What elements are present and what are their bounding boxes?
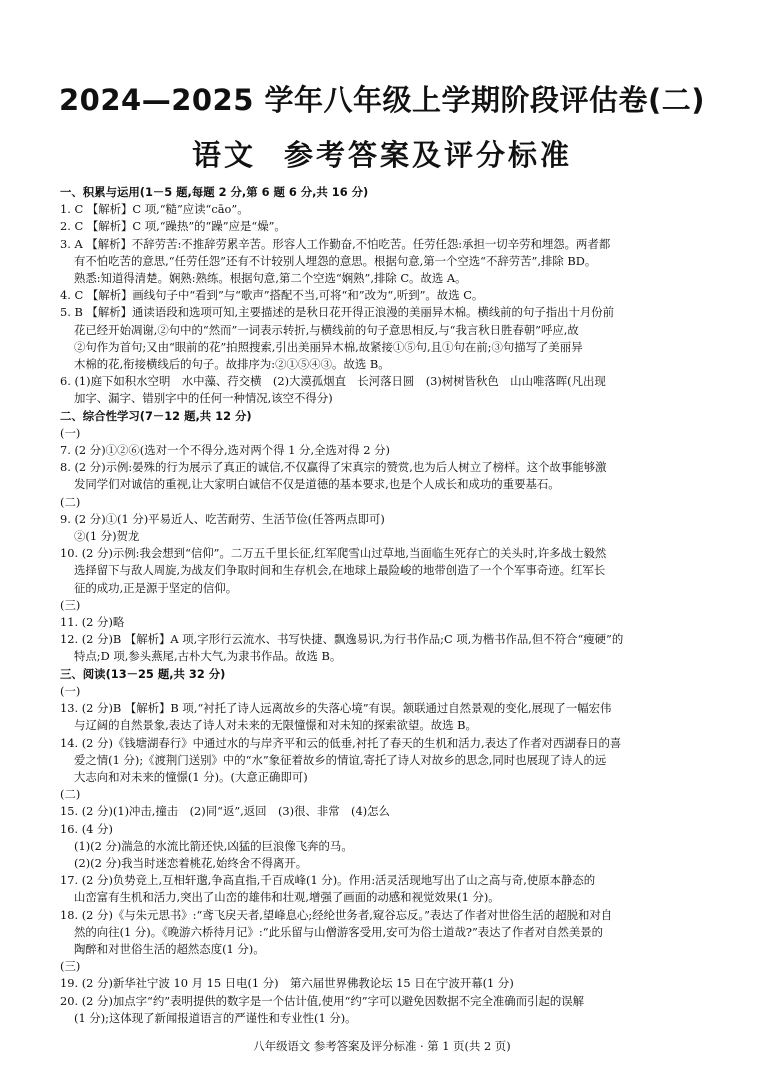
subtitle-label: 参考答案及评分标准 [284,138,573,172]
section-heading: 一、积累与运用(1－5 题,每题 2 分,第 6 题 6 分,共 16 分) [60,185,369,199]
answer-line: (一) [60,425,81,440]
subject-label: 语文 [191,138,256,172]
document-title: 2024—2025 学年八年级上学期阶段评估卷(二) [58,83,706,117]
answer-line: 然的向往(1 分)。《晚游六桥待月记》:“此乐留与山僧游客受用,安可为俗士道哉?”表达了作者对自然美景的 [74,924,604,939]
answer-line: 3. A 【解析】不辞劳苦:不推辞劳累辛苦。形容人工作勤奋,不怕吃苦。任劳任怨:承担一切辛劳和埋怨。两者都 [60,236,611,251]
answer-line: 7. (2 分)①②⑥(选对一个不得分,选对两个得 1 分,全选对得 2 分) [60,443,390,458]
answer-line: 10. (2 分)示例:我会想到“信仰”。二万五千里长征,红军爬雪山过草地,当面临生死存亡的关头时,许多战士毅然 [60,546,607,561]
answer-line: 9. (2 分)①(1 分)平易近人、吃苦耐劳、生活节俭(任答两点即可) [60,511,385,526]
page-footer: 八年级语文 参考答案及评分标准 · 第 1 页(共 2 页) [253,1039,511,1053]
answer-line: 17. (2 分)负势竞上,互相轩邈,争高直指,千百成峰(1 分)。作用:活灵活现地写出了山之高与奇,使原本静态的 [60,873,596,888]
answer-line: 4. C 【解析】画线句子中“看到”与“歌声”搭配不当,可将“和”改为“,听到”。故选 C。 [60,288,484,303]
section-heading: 二、综合性学习(7－12 题,共 12 分) [60,408,252,423]
answer-line: 征的成功,正是源于坚定的信仰。 [74,580,238,595]
answer-line: 11. (2 分)略 [60,615,125,630]
answer-line: (1)(2 分)湍急的水流比箭还快,凶猛的巨浪像飞奔的马。 [74,838,353,853]
answer-line: (三) [60,597,81,612]
answer-line: 15. (2 分)(1)冲击,撞击 (2)同“返”,返回 (3)很、非常 (4)怎么 [60,804,390,819]
answer-line: 13. (2 分)B 【解析】B 项,“衬托了诗人远离故乡的失落心境”有误。颔联通过自然景观的变化,展现了一幅宏伟 [60,701,612,716]
answer-content [60,184,712,1027]
answer-line: 6. (1)庭下如积水空明 水中藻、荇交横 (2)大漠孤烟直 长河落日圆 (3)树树皆秋色 山山唯落晖(凡出现 [60,374,606,389]
answer-line: 8. (2 分)示例:晏殊的行为展示了真正的诚信,不仅赢得了宋真宗的赞赏,也为后人树立了榜样。这个故事能够激 [60,460,607,475]
answer-line: 1. C 【解析】C 项,“糙”应读“cāo”。 [60,202,249,217]
answer-line: 大志向和对未来的憧憬(1 分)。(大意正确即可) [74,769,308,784]
answer-line: 18. (2 分)《与朱元思书》:“鸢飞戾天者,望峰息心;经纶世务者,窥谷忘反。”表达了作者对世俗生活的超脱和对自 [60,907,613,922]
answer-line: 有不怕吃苦的意思,“任劳任怨”还有不计较别人埋怨的意思。根据句意,第一个空选“不辞劳苦”,排除 BD。 [74,253,597,268]
document-subtitle [0,133,764,174]
answer-line: 陶醉和对世俗生活的超然态度(1 分)。 [74,941,265,956]
answer-line: 爱之情(1 分);《渡荆门送别》中的“水”象征着故乡的情谊,寄托了诗人对故乡的思念,同时也展现了诗人的远 [74,752,607,767]
answer-line: (二) [60,787,81,802]
answer-line: 花已经开始凋谢,②句中的“然而”一词表示转折,与横线前的句子意思相反,与“我言秋日胜春朝”呼应,故 [74,322,579,337]
answer-line: 16. (4 分) [60,821,113,836]
answer-line: ②(1 分)贺龙 [74,529,140,544]
answer-line: (二) [60,494,81,509]
answer-line: 19. (2 分)新华社宁波 10 月 15 日电(1 分) 第六届世界佛教论坛 15 日在宁波开幕(1 分) [60,976,514,991]
section-heading: 三、阅读(13－25 题,共 32 分) [60,666,226,681]
answer-line: 山峦富有生机和活力,突出了山峦的雄伟和壮观,增强了画面的动感和视觉效果(1 分)。 [74,890,500,905]
answer-line: ②句作为首句;又由“眼前的花”拍照搜索,引出美丽异木棉,故紧接①⑤句,且①句在前;③句描写了美丽异 [74,339,583,354]
answer-line: 5. B 【解析】通读语段和选项可知,主要描述的是秋日花开得正浪漫的美丽异木棉。横线前的句子指出十月份前 [60,305,615,320]
answer-line: 选择留下与敌人周旋,为战友们争取时间和生存机会,在地球上最险峻的地带创造了一个个军事奇迹。红军长 [74,563,606,578]
answer-line: 14. (2 分)《钱塘湖春行》中通过水的与岸齐平和云的低垂,衬托了春天的生机和活力,表达了作者对西湖春日的喜 [60,735,622,750]
answer-line: 发同学们对诚信的重视,让大家明白诚信不仅是道德的基本要求,也是个人成长和成功的重要基石。 [74,477,560,492]
answer-line: 木棉的花,衔接横线后的句子。故排序为:②①⑤④③。故选 B。 [74,357,390,372]
answer-line: 特点;D 项,参头燕尾,古朴大气,为隶书作品。故选 B。 [74,649,342,664]
answer-line: 加字、漏字、错别字中的任何一种情况,该空不得分) [74,391,333,406]
answer-line: 与辽阔的自然景象,表达了诗人对未来的无限憧憬和对未知的探索欲望。故选 B。 [74,718,477,733]
answer-line: (三) [60,959,81,974]
answer-line: 12. (2 分)B 【解析】A 项,字形行云流水、书写快捷、飘逸易识,为行书作品;C 项,为楷书作品,但不符合“瘦硬”的 [60,632,624,647]
answer-line: 熟悉:知道得清楚。娴熟:熟练。根据句意,第二个空选“娴熟”,排除 C。故选 A。 [74,271,467,286]
answer-line: (一) [60,683,81,698]
answer-line: (2)(2 分)我当时迷恋着桃花,始终舍不得离开。 [74,855,308,870]
answer-line: (1 分);这体现了新闻报道语言的严谨性和专业性(1 分)。 [74,1010,357,1025]
answer-line: 20. (2 分)加点字“约”表明提供的数字是一个估计值,使用“约”字可以避免因数据不完全准确而引起的误解 [60,993,585,1008]
answer-line: 2. C 【解析】C 项,“躁热”的“躁”应是“燥”。 [60,219,286,234]
